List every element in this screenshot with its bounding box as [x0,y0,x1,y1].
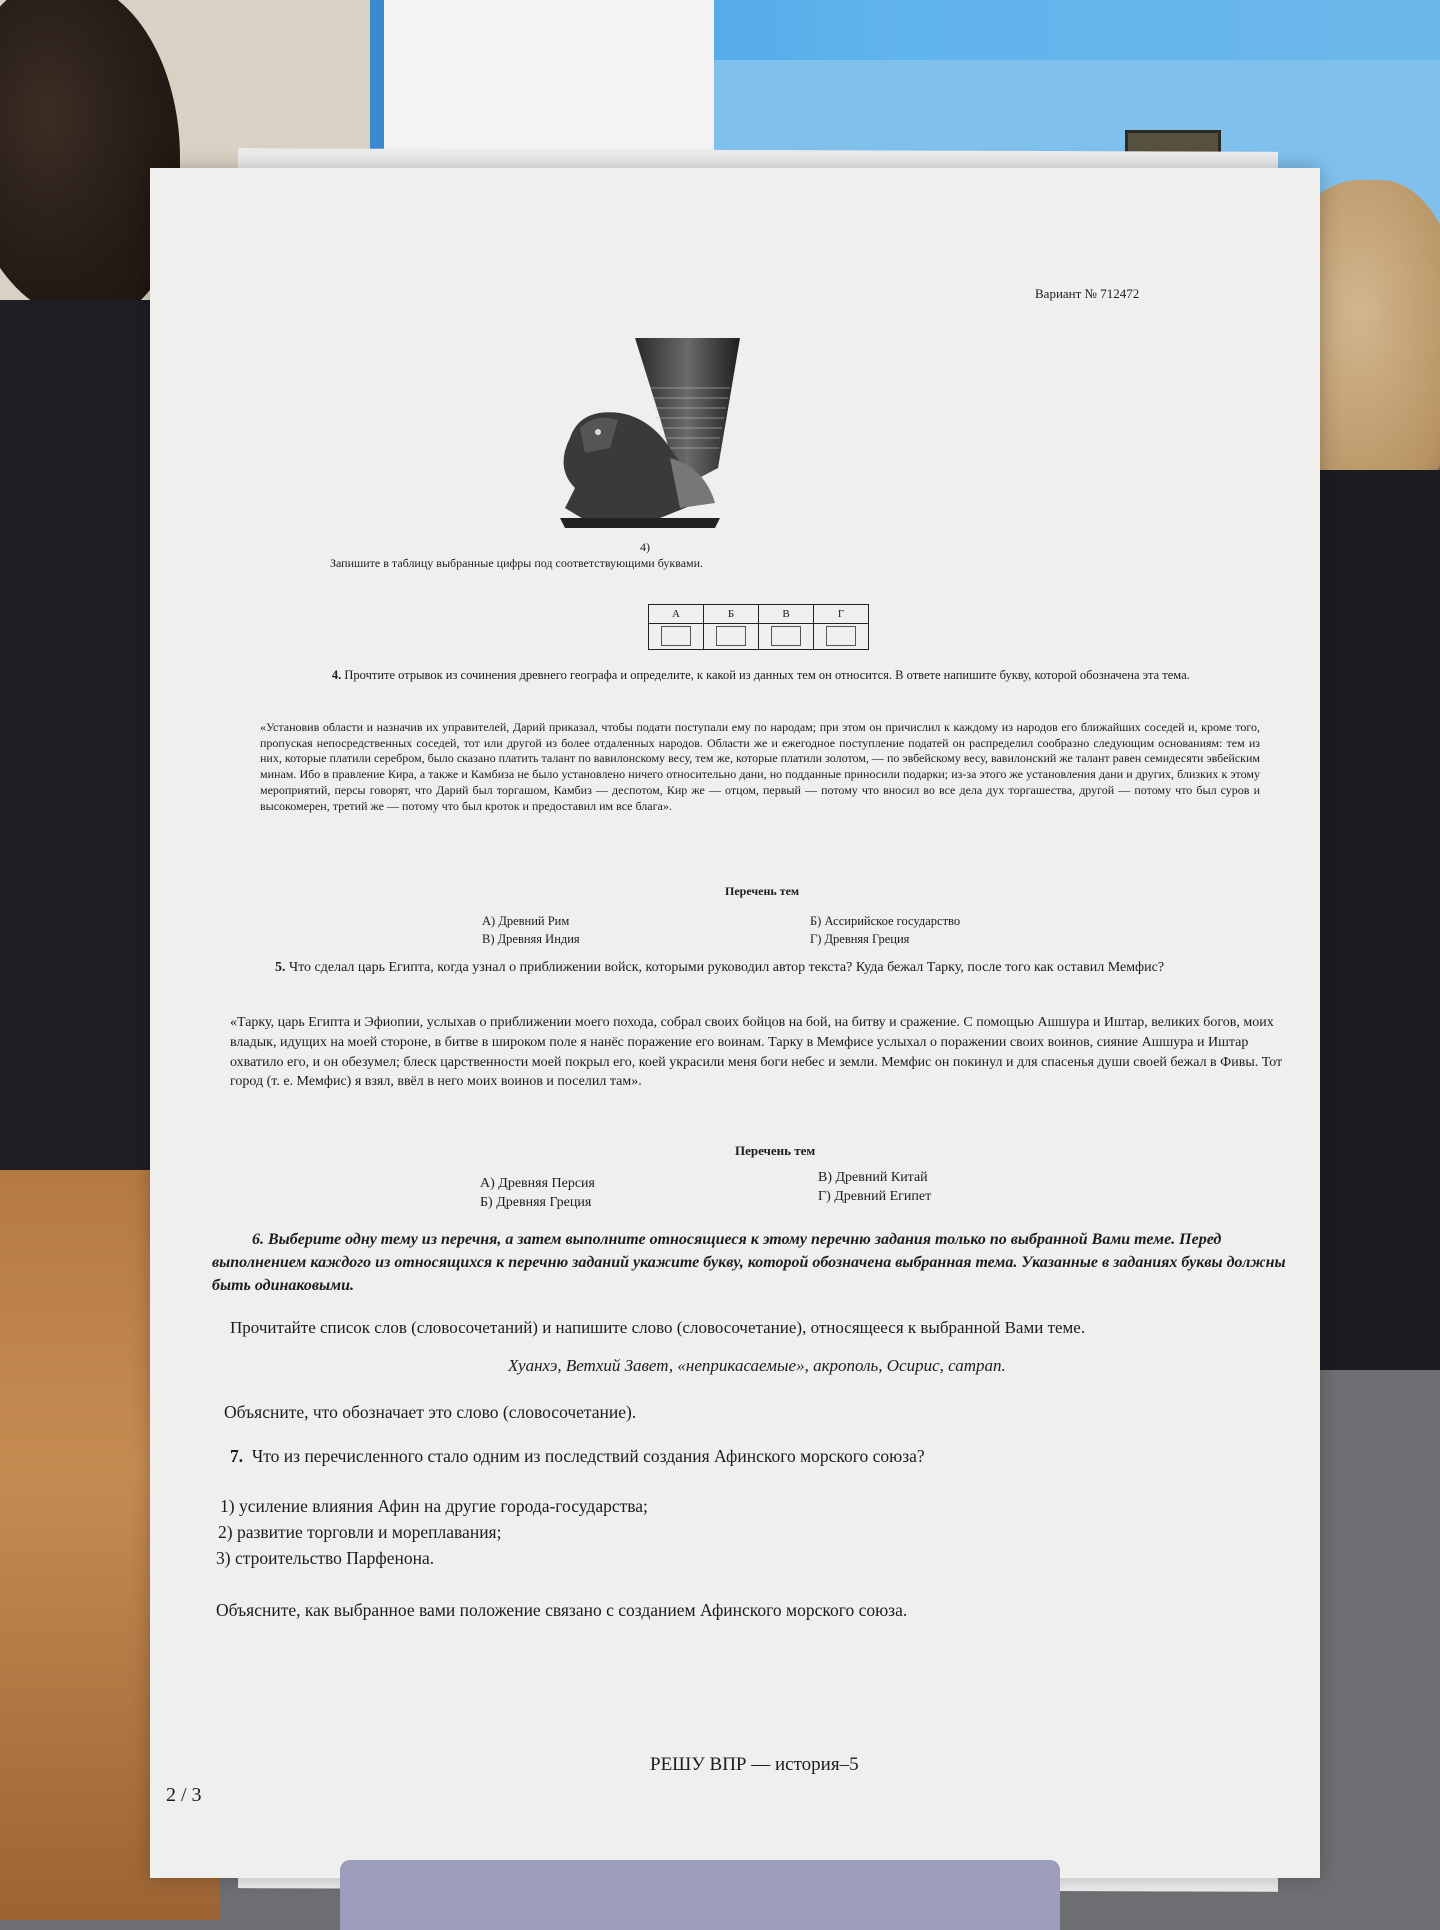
table-header-v: В [759,605,814,624]
question-5-number: 5. [275,960,286,975]
answer-cell-a[interactable] [649,624,704,650]
figure-number: 4) [640,540,650,554]
topic-4-b: Б) Ассирийское государство [810,914,961,928]
answer-cell-g[interactable] [814,624,869,650]
question-5-text: Что сделал царь Египта, когда узнал о приближении войск, которыми руководил автор текста? Куда бежал Тарку, после того как оставил Мемфис? [289,960,1165,975]
question-5-list-title: Перечень тем [735,1143,816,1158]
answer-cell-v[interactable] [759,624,814,650]
person-body-right [1320,470,1440,1370]
footer-title: РЕШУ ВПР — история–5 [650,1754,859,1775]
question-6-explain: Объясните, что обозначает это слово (словосочетание). [224,1402,637,1422]
question-6-text: Выберите одну тему из перечня, а затем выполните относящиеся к этому перечню задания только по выбранной Вами теме. Перед выполнением каждого из относящихся к перечню заданий укажите букву, которой обозначена выбранная тема. Указанные в заданиях буквы должны быть одинаковыми. [212,1231,1286,1294]
question-6-number: 6. [252,1231,264,1248]
question-4-text: Прочтите отрывок из сочинения древнего географа и определите, к какой из данных тем он относится. В ответе напишите букву, которой обозначена эта тема. [344,668,1190,682]
question-7-explain: Объясните, как выбранное вами положение связано с созданием Афинского морского союза. [216,1600,908,1620]
rhyton-vessel-image [540,328,760,548]
question-7-option-2: 2) развитие торговли и мореплавания; [218,1522,502,1542]
table-header-g: Г [814,605,869,624]
topic-4-v: В) Древняя Индия [482,932,580,946]
table-header-b: Б [704,605,759,624]
question-6-word-list: Хуанхэ, Ветхий Завет, «неприкасаемые», акрополь, Осирис, сатрап. [508,1356,1006,1375]
question-7-option-1: 1) усиление влияния Афин на другие города-государства; [220,1496,648,1516]
question-7 [230,1446,925,1467]
topic-5-b: Б) Древняя Греция [480,1195,592,1210]
question-7-text: Что из перечисленного стало одним из последствий создания Афинского морского союза? [251,1446,925,1466]
variant-label: Вариант № 712472 [1035,286,1140,301]
question-6 [212,1228,1312,1297]
answer-cell-b[interactable] [704,624,759,650]
question-4 [260,668,1260,684]
question-7-option-3: 3) строительство Парфенона. [216,1548,435,1568]
question-5-quote: «Тарку, царь Египта и Эфиопии, услыхав о приближении моего похода, собрал своих бойцов на бой, на битву и сражение. С помощью Ашшура и Иштар, великих богов, моих владык, идущих на моей стороне, в битве в широком поле я нанёс поражение его воинам. Тарку в Мемфисе услыхал о поражении своих воинов, сияние Ашшура и Иштар охватило его, и он обезумел; блеск царственности моей покрыл его, коей украсили меня боги небес и земли. Мемфис он покинул и для спасенья души своей бежал в Фивы. Тот город (т. е. Мемфис) я взял, ввёл в него моих воинов и поселил там». [230,1015,1283,1090]
question-7-number: 7. [230,1446,244,1466]
question-6-read-instruction: Прочитайте список слов (словосочетаний) и напишите слово (словосочетание), относящееся к выбранной Вами теме. [230,1318,1086,1337]
topic-4-g: Г) Древняя Греция [810,932,910,946]
question-4-quote: «Установив области и назначив их управителей, Дарий приказал, чтобы подати поступали ему по народам; при этом он причислил к каждому из народов его ближайших соседей и, кроме того, пропуская непосредственных соседей, тот или другой из более отдаленных народов. Области же и ежегодное поступление податей он распределил сообразно следующим основаниям: тем из них, которые платили серебром, было сказано платить талант по вавилонскому весу, тем же, которые платили золотом, — по эвбейскому весу, вавилонский же талант равен семидесяти эвбейским минам. Ибо в правление Кира, а также и Камбиза не было установлено ничего относительно дани, но подданные приносили подарки; из-за этого же установления дани и других, близких к этому мероприятий, персы говорят, что Дарий был торгашом, Камбиз — деспотом, Кир же — отцом, первый — потому что вносил во все дела дух торгашества, другой — потому что был суров и высокомерен, третий же — потому что был кроток и предоставил им все блага». [260,720,1260,813]
topic-5-a: А) Древняя Персия [480,1176,595,1191]
question-4-list-title: Перечень тем [725,884,800,898]
question-5 [240,958,1280,977]
table-header-a: А [649,605,704,624]
topic-4-a: А) Древний Рим [482,914,570,928]
topic-5-g: Г) Древний Египет [818,1189,932,1204]
topic-5-v: В) Древний Китай [818,1170,928,1185]
exam-sheet [150,168,1320,1878]
answer-table [648,604,869,650]
table-instruction: Запишите в таблицу выбранные цифры под соответствующими буквами. [330,556,704,570]
page-number: 2 / 3 [166,1784,202,1806]
question-4-number: 4. [331,668,342,682]
